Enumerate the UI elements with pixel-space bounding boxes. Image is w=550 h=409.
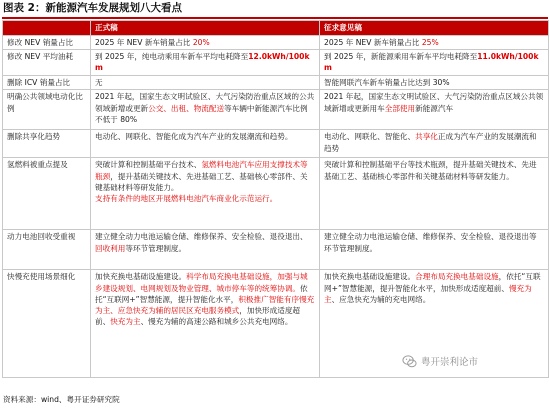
- comparison-table: [2, 20, 549, 378]
- cell-text: 等环节管理制度。: [125, 243, 187, 253]
- formal-cell: [91, 90, 320, 130]
- table-row: [3, 36, 549, 50]
- title-rule: [2, 17, 548, 19]
- cell-text: 2025 年 NEV 新车销量占比: [324, 38, 422, 47]
- cell-text: 2025 年 NEV 新车销量占比: [95, 38, 193, 47]
- draft-cell: [320, 130, 549, 158]
- table-row: [3, 230, 549, 270]
- highlighted-text: 慢充为主: [324, 283, 532, 304]
- formal-cell: [91, 270, 320, 378]
- table-row: [3, 158, 549, 230]
- draft-cell: [320, 50, 549, 76]
- watermark-text: 粤开崇利论市: [421, 357, 479, 368]
- header-formal: 正式稿: [91, 21, 320, 36]
- row-label: 氢燃料被重点提及: [3, 158, 91, 230]
- row-label: 动力电池回收受重视: [3, 230, 91, 270]
- watermark: [402, 352, 542, 370]
- formal-cell: [91, 76, 320, 90]
- draft-cell: [320, 36, 549, 50]
- cell-text: 加快充换电基础设施建设。: [324, 272, 416, 282]
- cell-text: 加快充换电基础设施建设。: [95, 272, 187, 282]
- cell-text: 、慢充为辅的高速公路和城乡公共充电网络。: [140, 317, 293, 327]
- highlighted-text: 氢燃料电池汽车应用支撑技术等瓶颈: [95, 160, 308, 181]
- cell-text: 到 2025 年，纯电动乘用车新车平均电耗降至: [95, 52, 249, 62]
- highlighted-text: 科学布局充换电基础设施，加强与城乡建设规划、电网规划及物业管理、城市停车等的统筹协调。: [95, 272, 308, 293]
- highlighted-text: 全部使用: [384, 103, 416, 113]
- highlighted-text: 回收利用: [95, 243, 126, 253]
- highlighted-text: 20%: [192, 38, 210, 47]
- highlighted-text: 快充为主: [110, 317, 141, 327]
- formal-cell: [91, 130, 320, 158]
- row-label: 删除 ICV 销量占比: [3, 76, 91, 90]
- cell-text: 2021 年起，国家生态文明试验区、大气污染防治重点区域的公共领域新增或更新: [95, 92, 315, 113]
- row-label: 修改 NEV 平均油耗: [3, 50, 91, 76]
- draft-cell: [320, 230, 549, 270]
- header-draft: 征求意见稿: [320, 21, 549, 36]
- cell-text: 依托“互联网+”智慧能源，提升智能化水平，: [95, 283, 308, 304]
- formal-cell: [91, 158, 320, 230]
- cell-text: 正成为汽车产业的发展潮流和趋势: [324, 132, 537, 153]
- cell-text: ，依托“互联网+”智慧能源，提升智能化水平，加快形成适度超前、: [324, 272, 541, 293]
- table-row: [3, 76, 549, 90]
- highlighted-text: 25%: [421, 38, 439, 47]
- highlighted-text: 公交、出租、物流配送: [148, 103, 225, 113]
- row-label: 修改 NEV 销量占比: [3, 36, 91, 50]
- cell-text: 突破计算和控制基础平台技术、: [95, 160, 202, 170]
- figure-title: 图表 2：新能源汽车发展规划八大看点: [3, 2, 182, 14]
- table-row: [3, 50, 549, 76]
- draft-cell: [320, 76, 549, 90]
- row-label: 明确公共领域电动化比例: [3, 90, 91, 130]
- cell-text: 建立健全动力电池运输仓储、维修保养、安全检验、退役退出等环节管理制度。: [324, 232, 537, 253]
- highlighted-text: 11.0kWh/100km: [324, 52, 539, 73]
- highlighted-text: 共享化: [415, 132, 438, 142]
- cell-text: 电动化、网联化、智能化成为汽车产业的发展潮流和趋势。: [95, 132, 293, 142]
- table-row: [3, 130, 549, 158]
- highlighted-text: 积极推广智能有序慢充为主、应急快充为辅的居民区充电服务模式: [95, 294, 315, 316]
- cell-text: ，加快形成适度超前、: [95, 306, 301, 327]
- cell-text: 2021 年起，国家生态文明试验区、大气污染防治重点区域公共领域新增或更新用车: [324, 92, 544, 113]
- cell-text: 无: [95, 78, 103, 88]
- formal-cell: [91, 36, 320, 50]
- cell-text: 突破计算和控制基础平台等技术瓶颈，提升基础关键技术、先进基础工艺、基础核心零部件和关键基础材料等研发能力。: [324, 160, 537, 181]
- highlighted-text: 支持有条件的地区开展燃料电池汽车商业化示范运行。: [95, 194, 278, 204]
- formal-cell: [91, 50, 320, 76]
- row-label: 删除共享化趋势: [3, 130, 91, 158]
- highlighted-text: 12.0kWh/100km: [95, 52, 310, 73]
- table-row: [3, 90, 549, 130]
- row-label: 快慢充使用场景细化: [3, 270, 91, 378]
- cell-text: 建立健全动力电池运输仓储、维修保养、安全检验、退役退出、: [95, 232, 308, 242]
- header-blank: [3, 21, 91, 36]
- cell-text: ，提升基础关键技术、先进基础工艺、基础核心零部件、关键基础材料等研发能力。: [95, 171, 308, 192]
- draft-cell: [320, 158, 549, 230]
- draft-cell: [320, 90, 549, 130]
- cell-text: 电动化、网联化、智能化、: [324, 132, 416, 142]
- highlighted-text: 合理布局充换电基础设施: [415, 272, 499, 282]
- cell-text: 智能网联汽车新车销量占比达到 30%: [324, 78, 450, 88]
- cell-text: 新能源汽车: [415, 103, 454, 113]
- cell-text: 、应急快充为辅的充电网络。: [331, 294, 431, 304]
- source-note: 资料来源：wind、粤开证券研究院: [3, 395, 120, 404]
- table-header-row: [3, 21, 549, 36]
- cell-text: 等车辆中新能源汽车比例不低于 80%: [95, 103, 308, 124]
- formal-cell: [91, 230, 320, 270]
- wechat-icon: [402, 354, 417, 369]
- cell-text: 到 2025 年，新能源乘用车新车平均电耗降至: [324, 52, 478, 62]
